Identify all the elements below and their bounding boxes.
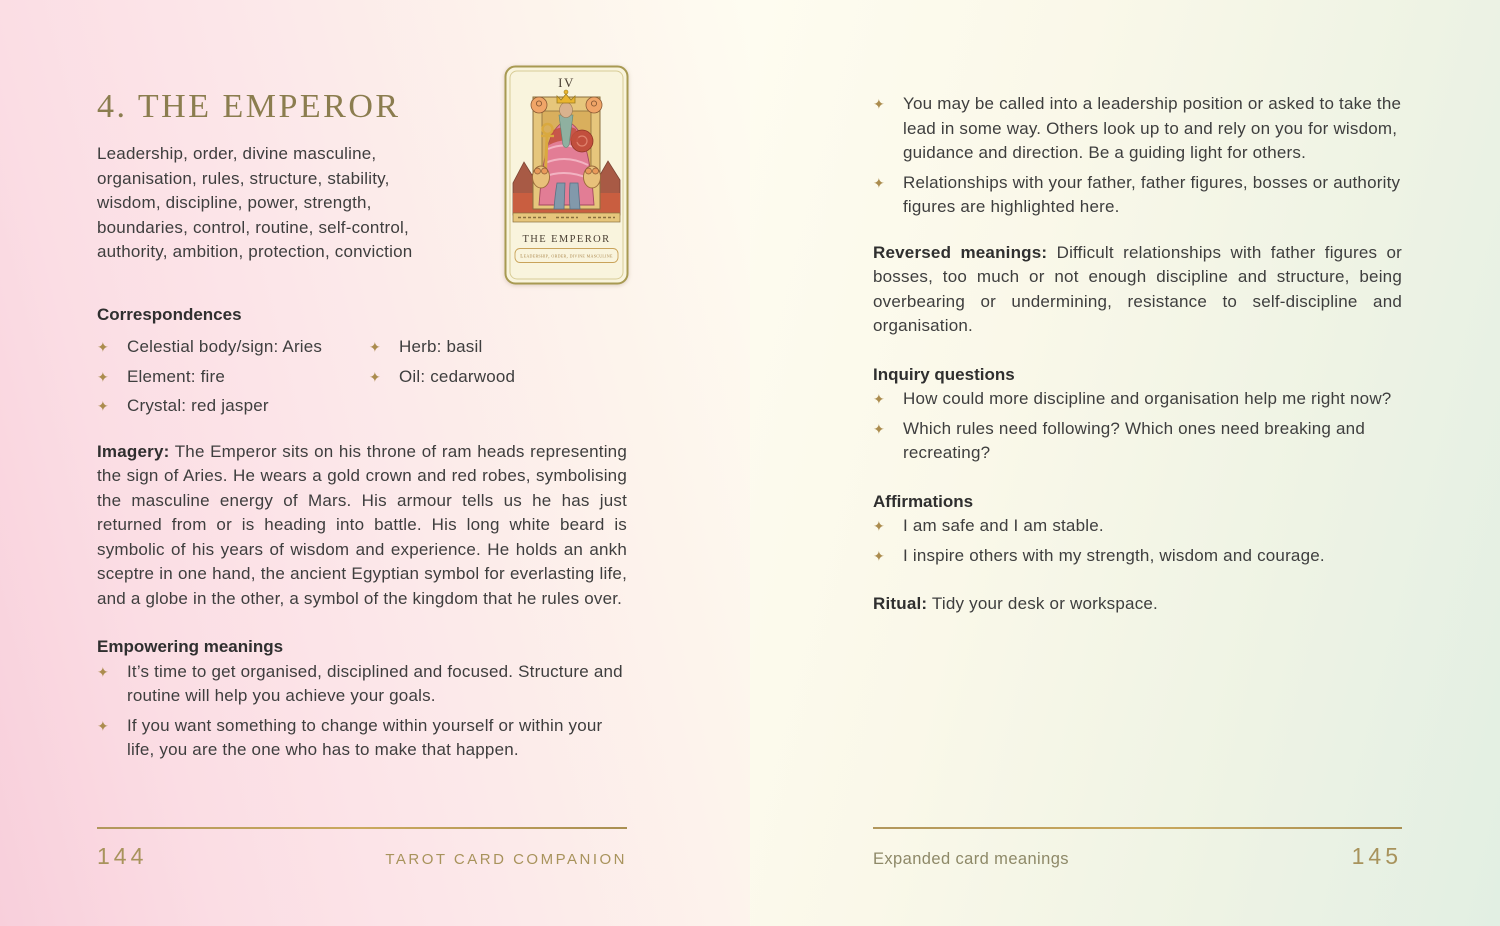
inquiry-text: Which rules need following? Which ones need breaking and recreating?: [903, 418, 1365, 462]
reversed-label: Reversed meanings:: [873, 242, 1048, 262]
card-numeral: IV: [558, 75, 575, 90]
reversed-text: Difficult relationships with father figures or bosses, too much or not enough discipline and structure, being overbearing or undermining, resistance to self-discipline and organisation.: [873, 242, 1403, 335]
ritual-paragraph: [873, 592, 1402, 617]
card-name: THE EMPEROR: [522, 234, 611, 245]
star-bullet-icon: ✦: [873, 174, 885, 191]
affirmations-heading: Affirmations: [873, 491, 974, 511]
upright-item: [873, 92, 1402, 166]
running-book-title: TAROT CARD COMPANION: [385, 851, 627, 868]
upright-text: Relationships with your father, father figures, bosses or authority figures are highlighted here.: [903, 172, 1401, 216]
correspondence-label: Crystal: red jasper: [127, 396, 269, 415]
ram-horn-left-b: [542, 168, 548, 174]
correspondence-label: Oil: cedarwood: [399, 366, 516, 386]
star-bullet-icon: ✦: [97, 663, 109, 680]
correspondence-item: [97, 394, 369, 419]
star-bullet-icon: ✦: [873, 391, 885, 407]
emperor-tarot-card: [504, 65, 629, 285]
left-page-footer: [97, 827, 627, 870]
ritual-text: Tidy your desk or workspace.: [931, 594, 1158, 613]
inquiry-text: How could more discipline and organisation help me right now?: [903, 389, 1392, 408]
finial-left: [531, 97, 547, 113]
right-page-footer: [873, 827, 1402, 870]
star-bullet-icon: ✦: [369, 368, 381, 385]
face: [560, 103, 573, 118]
footer-row: [873, 843, 1402, 870]
upright-meanings-list: [873, 92, 1402, 220]
page-right: [750, 0, 1500, 926]
inquiry-item: [873, 387, 1402, 412]
correspondence-item: [369, 335, 627, 360]
right-content-column: [750, 0, 1500, 926]
empowering-text: If you want something to change within yourself or within your life, you are the one who has to make that happen.: [127, 715, 603, 759]
emperor-card-illustration: [504, 65, 629, 285]
star-bullet-icon: ✦: [97, 717, 109, 734]
correspondences-list: [97, 335, 627, 419]
keywords-text: Leadership, order, divine masculine, organisation, rules, structure, stability, wisdom, discipline, power, strength, boundaries, control, routine, self-control, authority, ambition, protection, conviction: [97, 144, 413, 261]
ram-horn-right-b: [593, 168, 599, 174]
crown-orb: [564, 90, 568, 94]
star-bullet-icon: ✦: [97, 398, 109, 414]
ritual-label: Ritual:: [873, 594, 928, 613]
footer-divider: [873, 827, 1402, 829]
correspondence-item: [369, 365, 627, 390]
empowering-list: [97, 660, 627, 763]
running-section-title: Expanded card meanings: [873, 850, 1069, 868]
empowering-text: It’s time to get organised, disciplined and focused. Structure and routine will help you achieve your goals.: [127, 661, 623, 705]
reversed-paragraph: [873, 241, 1402, 339]
chapter-title: 4. THE EMPEROR: [97, 88, 401, 125]
star-bullet-icon: ✦: [369, 339, 381, 355]
correspondence-label: Herb: basil: [399, 337, 483, 356]
inquiry-item: [873, 417, 1402, 466]
finial-right: [586, 97, 602, 113]
imagery-label: Imagery:: [97, 441, 170, 461]
correspondence-label: Element: fire: [127, 366, 226, 386]
affirmation-item: [873, 544, 1402, 569]
star-bullet-icon: ✦: [873, 547, 885, 564]
empowering-item: [97, 660, 627, 709]
affirmation-text: I am safe and I am stable.: [903, 516, 1104, 535]
page-number: 144: [97, 843, 148, 869]
star-bullet-icon: ✦: [873, 518, 885, 534]
correspondences-heading: Correspondences: [97, 304, 242, 324]
empowering-item: [97, 714, 627, 763]
inquiry-list: [873, 387, 1402, 466]
star-bullet-icon: ✦: [873, 420, 885, 437]
star-bullet-icon: ✦: [873, 96, 885, 112]
empowering-heading: Empowering meanings: [97, 637, 284, 656]
affirmations-list: [873, 514, 1402, 568]
boot-right: [570, 183, 581, 209]
upright-text: You may be called into a leadership position or asked to take the lead in some way. Others look up to and rely on you for wisdom, guidance and direction. Be a guiding light for others.: [903, 94, 1402, 162]
affirmation-text: I inspire others with my strength, wisdom and courage.: [903, 545, 1325, 565]
imagery-text: The Emperor sits on his throne of ram heads representing the sign of Aries. He wears a gold crown and red robes, symbolising the masculine energy of Mars. His armour tells us he has just returned from or is heading into battle. His long white beard is symbolic of his years of wisdom and experience. He holds an ankh sceptre in one hand, the ancient Egyptian symbol for everlasting life, and a globe in the other, a symbol of the kingdom that he rules over.: [97, 441, 627, 608]
page-number: 145: [1351, 843, 1402, 869]
correspondence-item: [97, 365, 369, 390]
correspondence-item: [97, 335, 369, 360]
ram-horn-right-a: [586, 168, 592, 174]
ram-horn-left-a: [535, 168, 541, 174]
affirmation-item: [873, 514, 1402, 539]
correspondence-label: Celestial body/sign: Aries: [127, 337, 323, 356]
imagery-paragraph: [97, 440, 627, 612]
upright-item: [873, 171, 1402, 220]
footer-divider: [97, 827, 627, 829]
footer-row: [97, 843, 627, 870]
inquiry-heading: Inquiry questions: [873, 364, 1015, 384]
star-bullet-icon: ✦: [97, 368, 109, 385]
star-bullet-icon: ✦: [97, 339, 109, 355]
card-caption: Leadership, order, divine masculine: [520, 254, 613, 260]
